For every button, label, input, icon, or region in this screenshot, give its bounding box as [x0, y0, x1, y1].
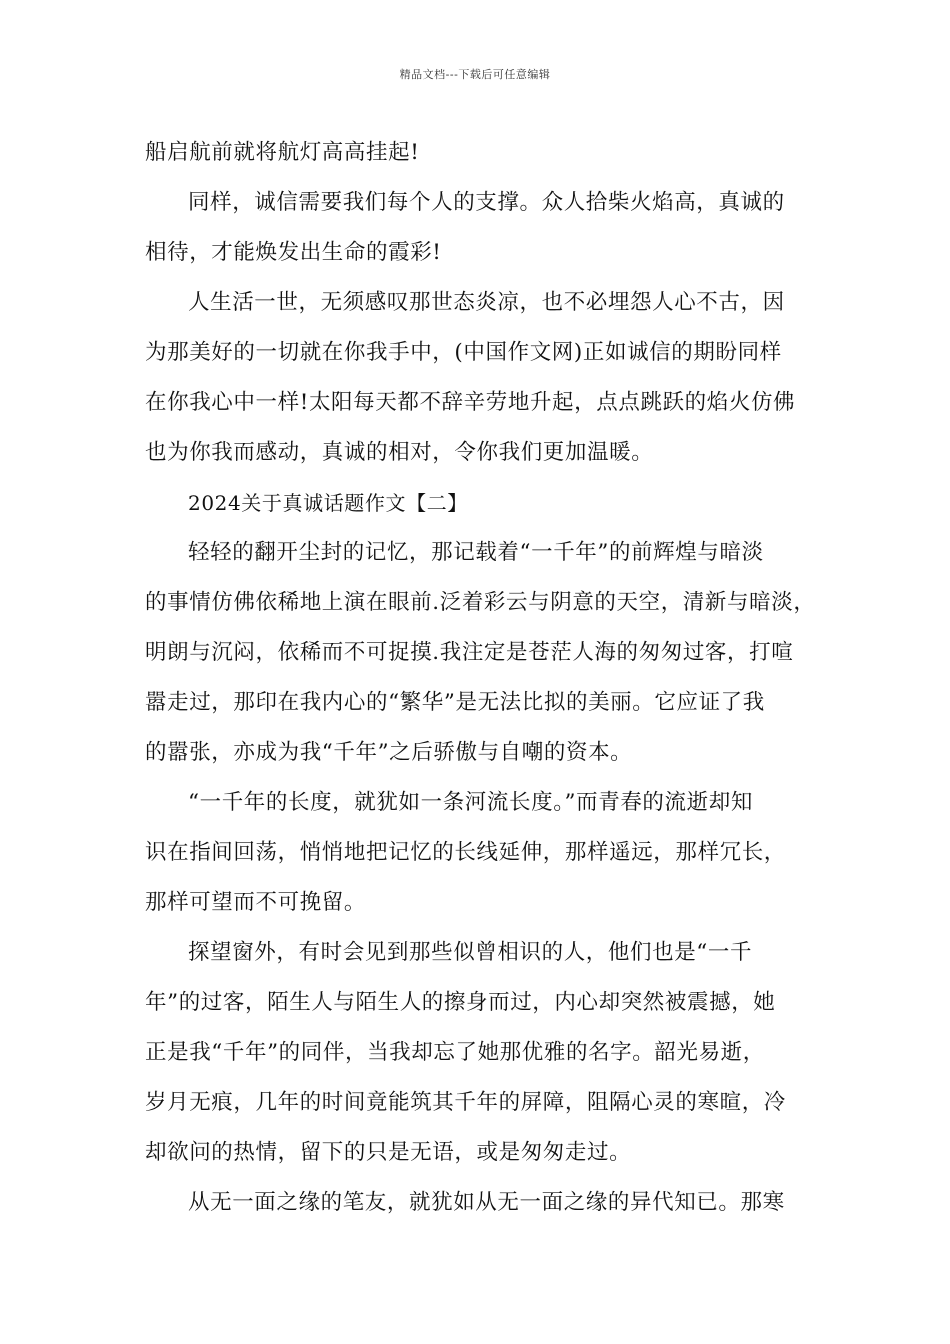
text-line: 船启航前就将航灯高高挂起! — [145, 140, 420, 165]
paragraph-start-line: 同样，诚信需要我们每个人的支撑。众人拾柴火焰高，真诚的 — [188, 190, 785, 215]
text-line: 也为你我而感动，真诚的相对，令你我们更加温暖。 — [145, 440, 654, 465]
paragraph-start-line: “一千年的长度，就犹如一条河流长度。”而青春的流逝却知 — [188, 790, 753, 815]
paragraph-start-line: 人生活一世，无须感叹那世态炎凉，也不必埋怨人心不古，因 — [188, 290, 785, 315]
section-heading: 2024关于真诚话题作文【二】 — [188, 491, 468, 515]
text-line: 却欲问的热情，留下的只是无语，或是匆匆走过。 — [145, 1140, 632, 1165]
text-line: 年”的过客，陌生人与陌生人的擦身而过，内心却突然被震撼，她 — [145, 990, 776, 1015]
paragraph-start-line: 探望窗外，有时会见到那些似曾相识的人，他们也是“一千 — [188, 940, 753, 965]
text-line: 相待，才能焕发出生命的霞彩! — [145, 240, 442, 265]
text-line: 识在指间回荡，悄悄地把记忆的长线延伸，那样遥远，那样冗长， — [145, 840, 786, 865]
text-line: 岁月无痕，几年的时间竟能筑其千年的屏障，阻隔心灵的寒暄，冷 — [145, 1090, 786, 1115]
text-line: 正是我“千年”的同伴，当我却忘了她那优雅的名字。韶光易逝， — [145, 1040, 765, 1065]
text-line: 嚣走过，那印在我内心的“繁华”是无法比拟的美丽。它应证了我 — [145, 690, 765, 715]
text-line: 的嚣张，亦成为我“千年”之后骄傲与自嘲的资本。 — [145, 740, 633, 765]
paragraph-start-line: 从无一面之缘的笔友，就犹如从无一面之缘的异代知已。那寒 — [188, 1190, 785, 1215]
text-line: 明朗与沉闷，依稀而不可捉摸.我注定是苍茫人海的匆匆过客，打喧 — [145, 640, 794, 665]
text-line: 那样可望而不可挽留。 — [145, 890, 367, 915]
paragraph-start-line: 轻轻的翻开尘封的记忆，那记载着“一千年”的前辉煌与暗淡 — [188, 540, 764, 565]
text-line: 为那美好的一切就在你我手中，(中国作文网)正如诚信的期盼同样 — [145, 340, 782, 365]
document-body — [145, 128, 816, 1228]
text-line: 的事情仿佛依稀地上演在眼前.泛着彩云与阴意的天空，清新与暗淡， — [145, 590, 816, 615]
page-header: 精品文档---下载后可任意编辑 — [399, 68, 551, 81]
text-line: 在你我心中一样!太阳每天都不辞辛劳地升起，点点跳跃的焰火仿佛 — [145, 390, 796, 415]
